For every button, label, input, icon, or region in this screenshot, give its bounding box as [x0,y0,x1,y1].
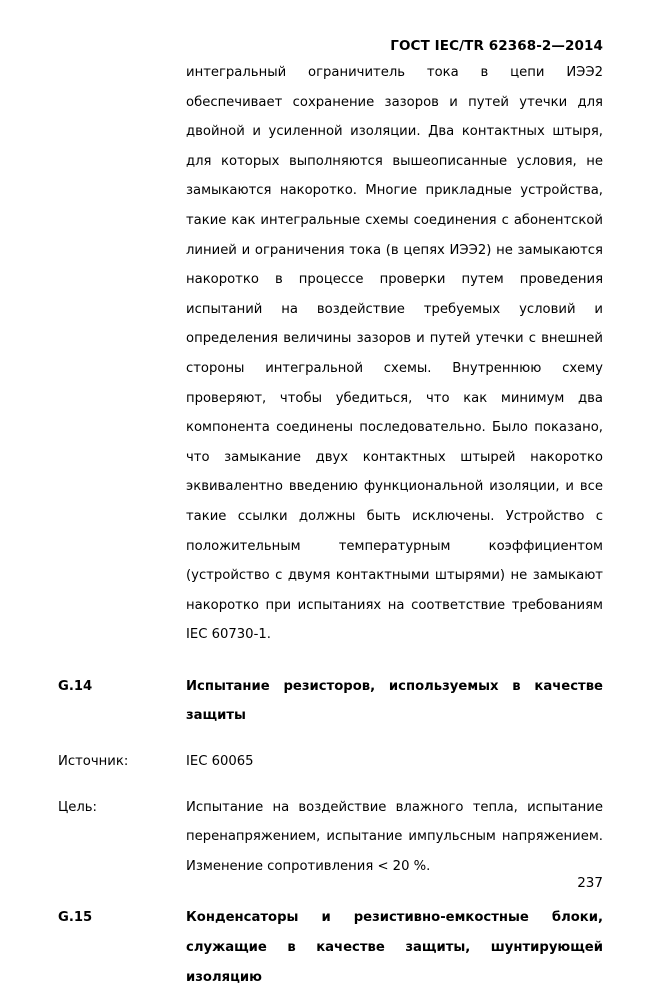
page-header: ГОСТ IEC/TR 62368-2—2014 [390,38,603,54]
section-number-g15: G.15 [58,910,93,926]
section-number-g14: G.14 [58,678,93,694]
field-value-source: IEC 60065 [186,754,254,770]
section-heading-g15 [58,903,603,992]
page-content [58,58,603,992]
body-paragraph-block [186,58,603,650]
field-row-purpose [58,793,603,882]
body-paragraph: интегральный ограничитель тока в цепи ИЭЭ2 обеспечивает сохранение зазоров и путей утечки для двойной и усиленной изоляции. Два контактных штыря, для которых выполняются вышеописанные условия, не замыкаются накоротко. Многие прикладные устройства, такие как интегральные схемы соединения с абонентской линией и ограничения тока (в цепях ИЭЭ2) не замыкаются накоротко в процессе проверки путем проведения испытаний на воздействие требуемых условий и определения величины зазоров и путей утечки с внешней стороны интегральной схемы. Внутреннюю схему проверяют, чтобы убедиться, что как минимум два компонента соединены последовательно. Было показано, что замыкание двух контактных штырей накоротко эквивалентно введению функциональной изоляции, и все такие ссылки должны быть исключены. Устройство с положительным температурным коэффициентом (устройство с двумя контактными штырями) не замыкают накоротко при испытаниях на соответствие требованиям IEC 60730-1. [186,65,603,643]
section-title-g14: Испытание резисторов, используемых в качестве защиты [186,678,603,724]
field-value-purpose: Испытание на воздействие влажного тепла, испытание перенапряжением, испытание импульсным напряжением. Изменение сопротивления < 20 %. [186,799,603,874]
section-title-g15: Конденсаторы и резистивно-емкостные блоки, служащие в качестве защиты, шунтирующей изоляцию [186,910,603,985]
field-row-source [58,747,603,777]
page-number: 237 [577,875,603,891]
field-label-source: Источник: [58,754,129,770]
section-heading-g14 [58,672,603,731]
field-label-purpose: Цель: [58,799,97,815]
